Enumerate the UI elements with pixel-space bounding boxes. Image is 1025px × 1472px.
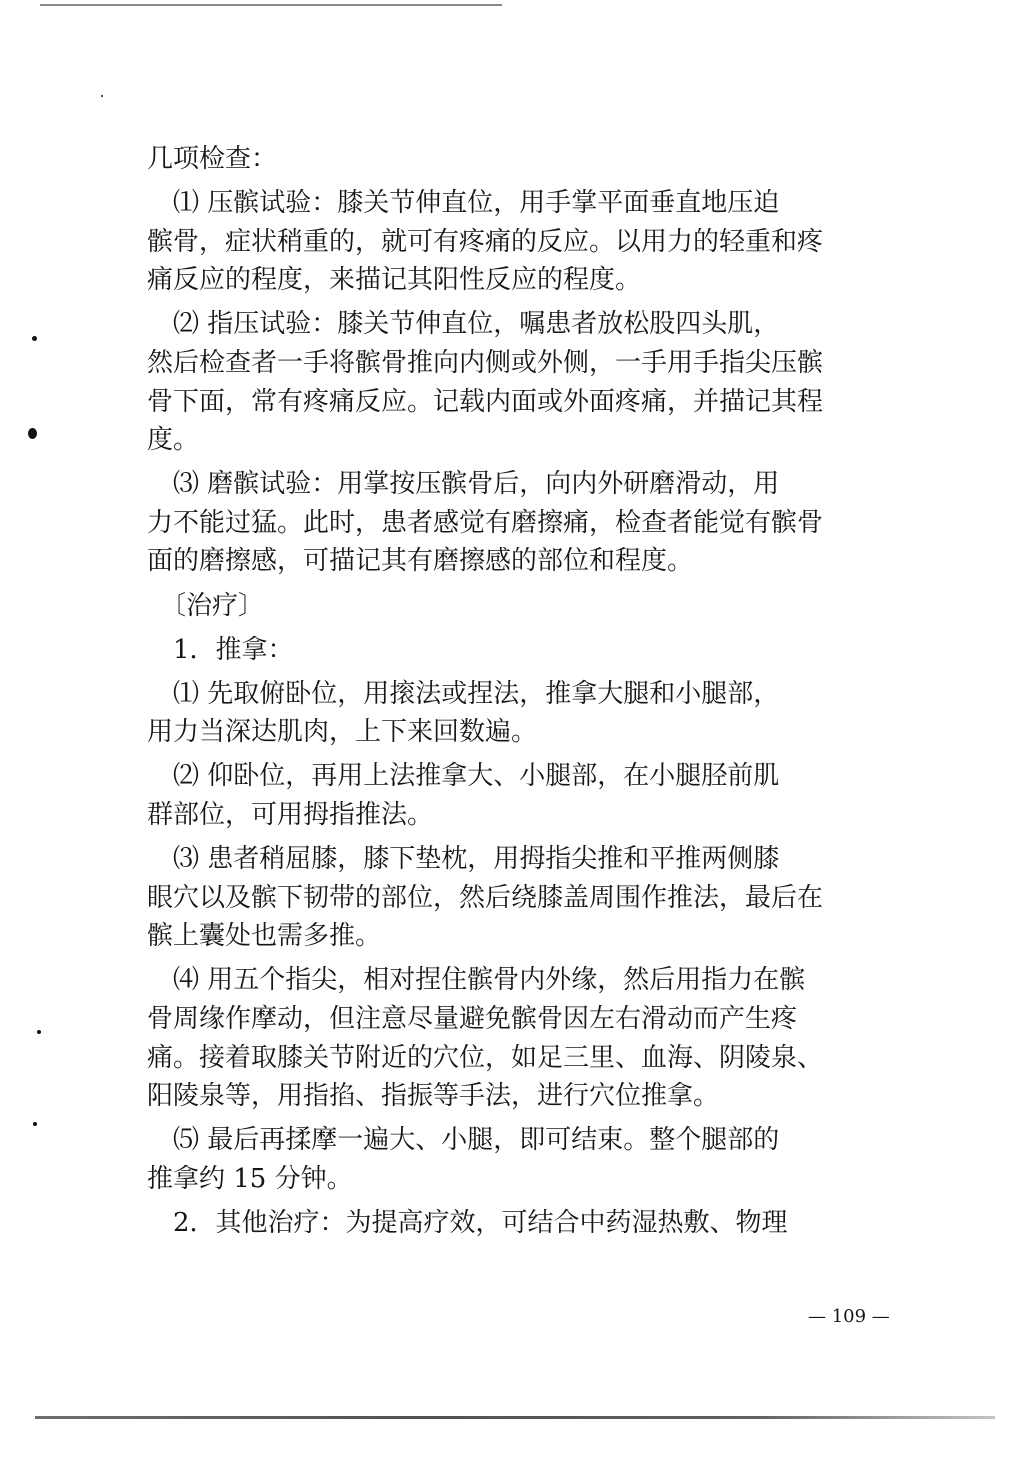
text-line: ⑸ 最后再揉摩一遍大、小腿，即可结束。整个腿部的 <box>147 1125 780 1156</box>
text-line: ⑶ 患者稍屈膝，膝下垫枕，用拇指尖推和平推两侧膝 <box>147 844 780 875</box>
scan-speck <box>33 1122 37 1126</box>
bottom-rule <box>35 1416 995 1419</box>
scan-speck <box>32 336 37 341</box>
text-line: 然后检查者一手将髌骨推向内侧或外侧，一手用手指尖压髌 <box>147 347 824 378</box>
text-line: ⑵ 指压试验：膝关节伸直位，嘱患者放松股四头肌， <box>147 309 780 340</box>
section-heading: 〔治疗〕 <box>147 590 265 621</box>
page-number: — 109 — <box>808 1306 890 1327</box>
text-line: 髌骨，症状稍重的，就可有疼痛的反应。以用力的轻重和疼 <box>147 226 824 257</box>
text-line: 痛。接着取膝关节附近的穴位，如足三里、血海、阴陵泉、 <box>147 1042 824 1073</box>
text-line: 眼穴以及髌下韧带的部位，然后绕膝盖周围作推法，最后在 <box>147 882 824 913</box>
text-line: 痛反应的程度，来描记其阳性反应的程度。 <box>147 265 642 296</box>
text-line: 面的磨擦感，可描记其有磨擦感的部位和程度。 <box>147 546 694 577</box>
scan-speck <box>28 428 37 439</box>
scan-speck <box>101 95 103 97</box>
top-rule <box>40 4 502 6</box>
subsection-heading: 1．推拿： <box>147 634 294 665</box>
text-line: 几项检查： <box>147 144 278 174</box>
body-text <box>147 140 892 1243</box>
text-line: 用力当深达肌肉，上下来回数遍。 <box>147 717 538 748</box>
text-line: 骨下面，常有疼痛反应。记载内面或外面疼痛，并描记其程 <box>147 386 824 417</box>
text-line: 度。 <box>147 425 200 456</box>
scan-speck <box>37 1030 41 1034</box>
text-line: 2．其他治疗：为提高疗效，可结合中药湿热敷、物理 <box>147 1207 788 1238</box>
text-line: 群部位，可用拇指推法。 <box>147 800 434 830</box>
text-line: 推拿约 15 分钟。 <box>147 1163 353 1194</box>
text-line: ⑴ 压髌试验：膝关节伸直位，用手掌平面垂直地压迫 <box>147 188 780 219</box>
text-line: ⑷ 用五个指尖，相对捏住髌骨内外缘，然后用指力在髌 <box>147 965 806 996</box>
text-line: ⑵ 仰卧位，再用上法推拿大、小腿部，在小腿胫前肌 <box>147 761 780 792</box>
text-line: 骨周缘作摩动，但注意尽量避免髌骨因左右滑动而产生疼 <box>147 1003 798 1034</box>
text-line: 髌上囊处也需多推。 <box>147 921 382 952</box>
text-line: 力不能过猛。此时，患者感觉有磨擦痛，检查者能觉有髌骨 <box>147 507 824 538</box>
text-line: 阳陵泉等，用指掐、指振等手法，进行穴位推拿。 <box>147 1081 720 1112</box>
text-line: ⑴ 先取俯卧位，用㨰法或捏法，推拿大腿和小腿部， <box>147 678 780 709</box>
text-line: ⑶ 磨髌试验：用掌按压髌骨后，向内外研磨滑动，用 <box>147 469 780 500</box>
